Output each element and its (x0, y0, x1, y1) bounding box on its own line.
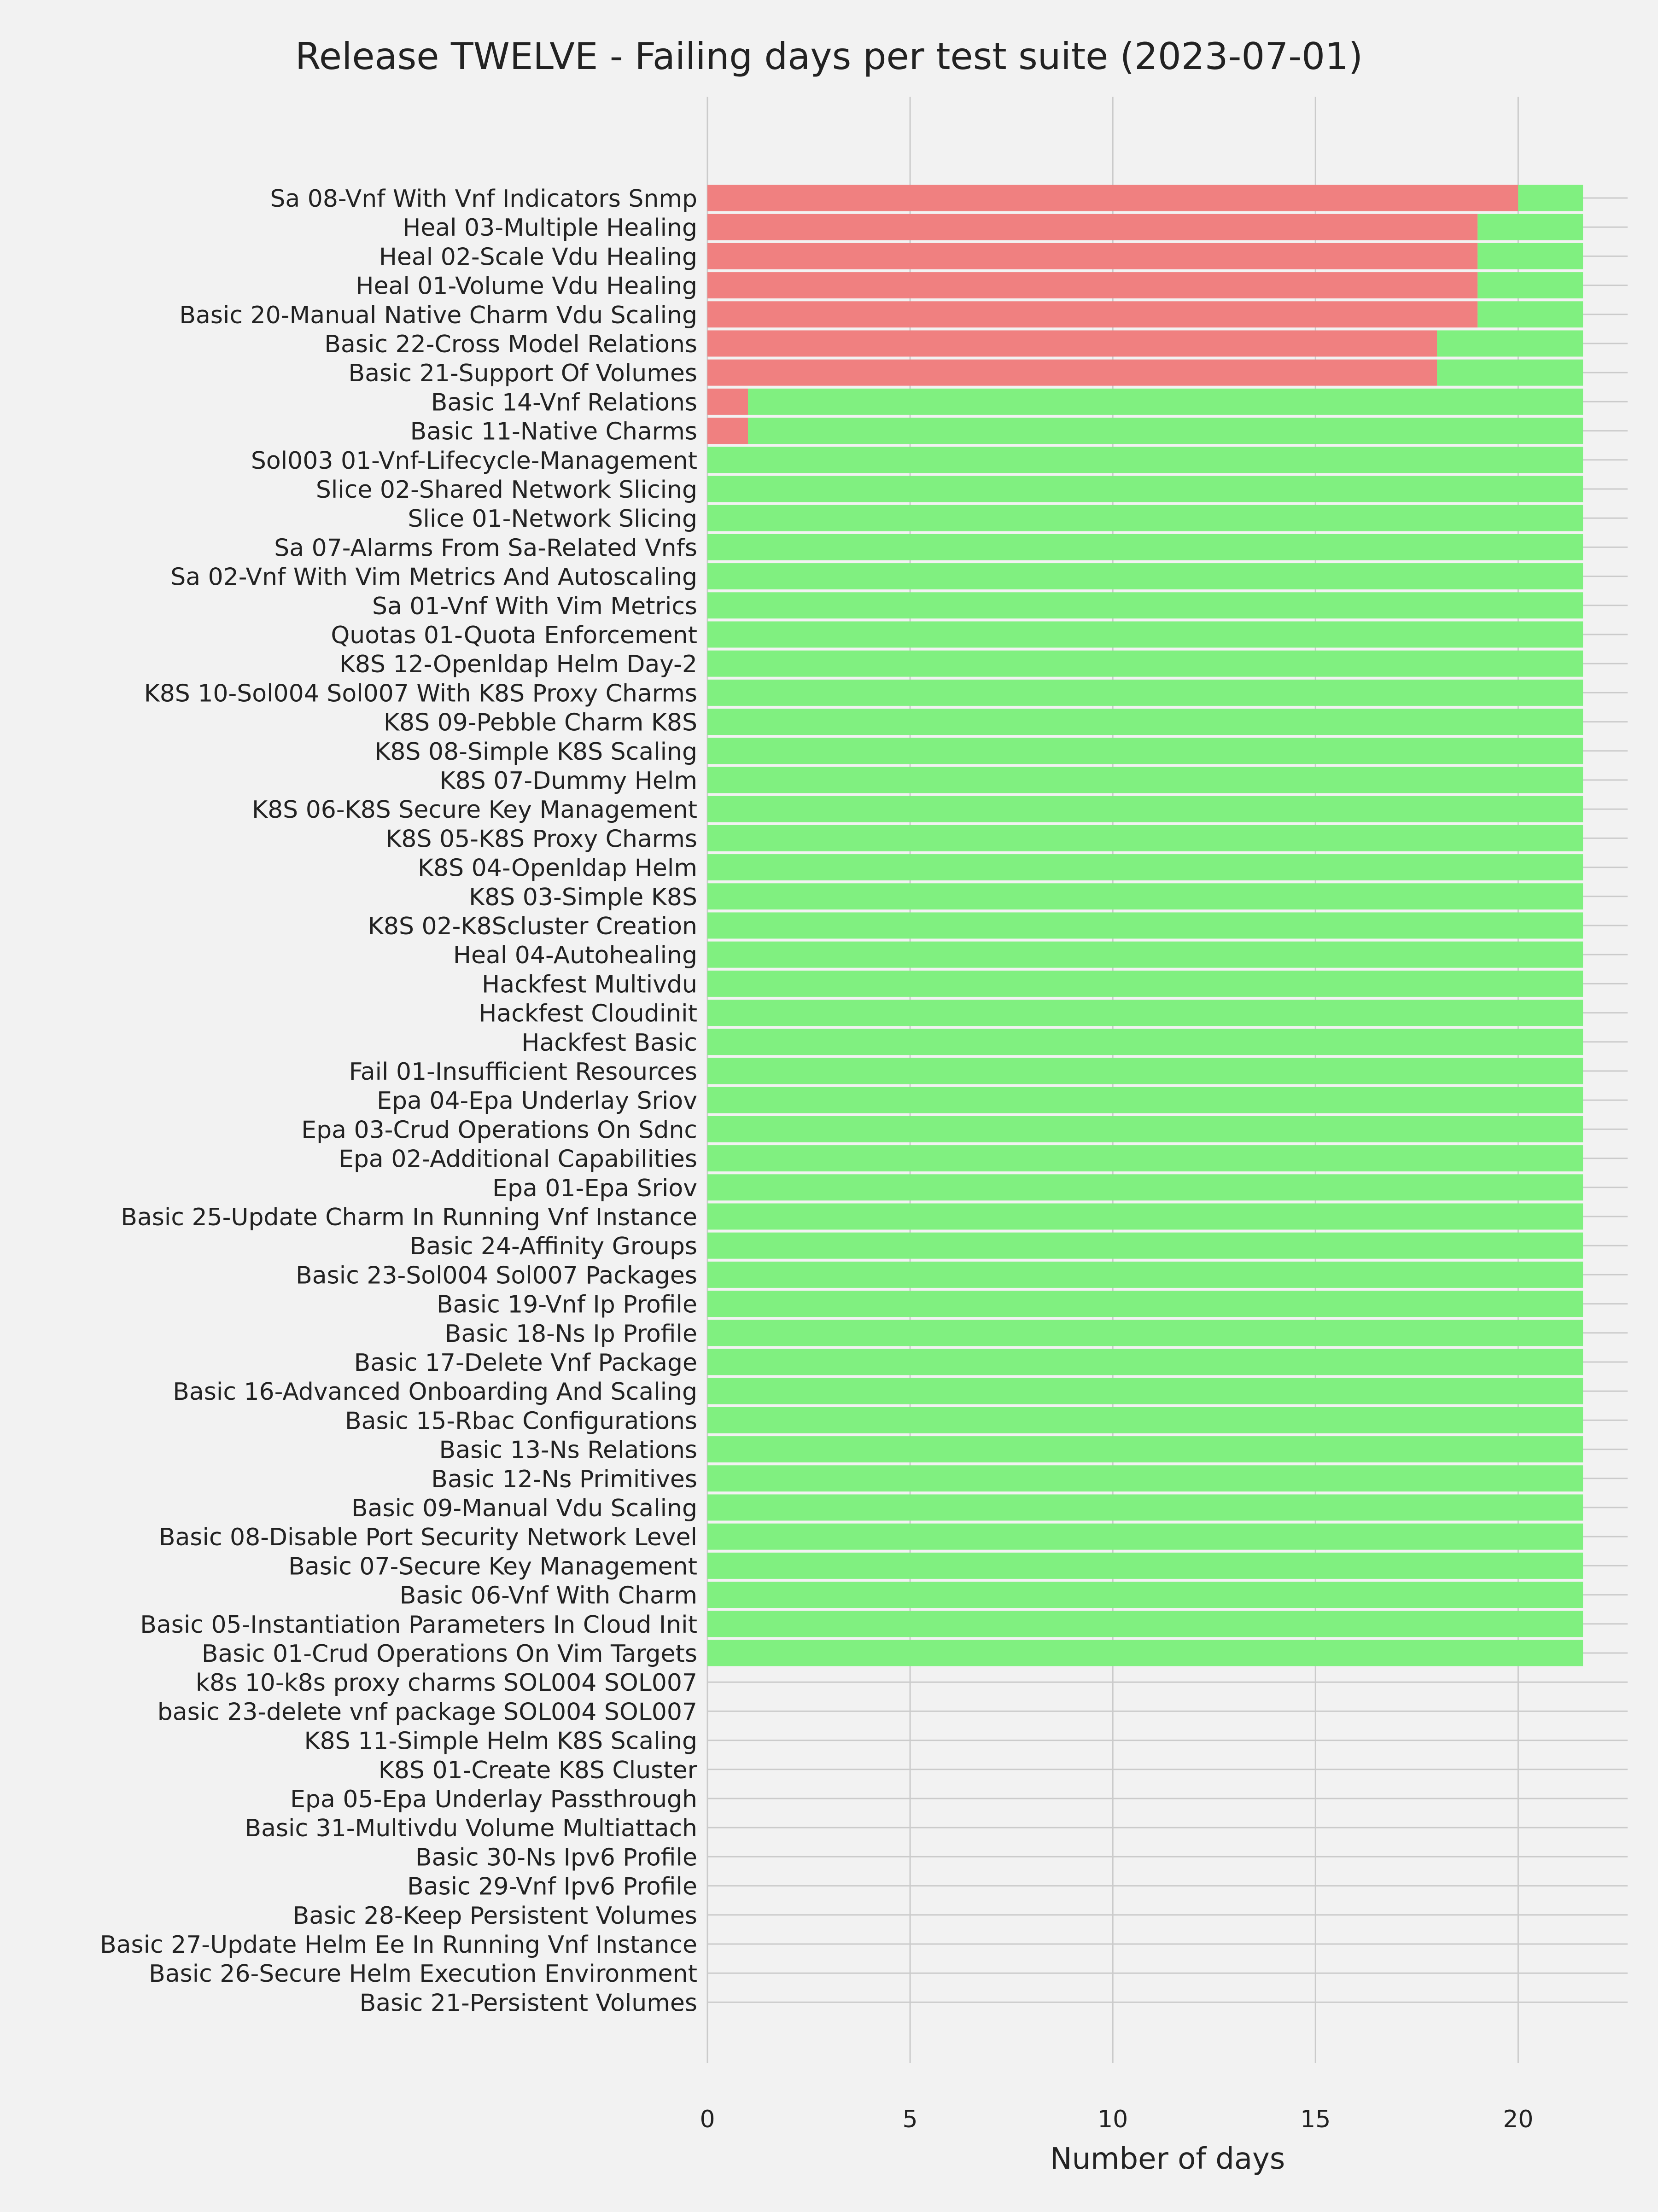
y-tick-label: K8S 01-Create K8S Cluster (378, 1756, 697, 1784)
bar-passing (1518, 185, 1583, 211)
y-tick-label: Basic 11-Native Charms (410, 418, 697, 446)
x-tick-label-20: 20 (1503, 2106, 1534, 2133)
bar-passing (707, 1087, 1583, 1113)
y-tick-label: Slice 02-Shared Network Slicing (315, 476, 697, 504)
y-tick-label: Basic 21-Support Of Volumes (348, 360, 697, 388)
y-tick-label: Basic 12-Ns Primitives (431, 1465, 697, 1493)
y-tick-label: Basic 31-Multivdu Volume Multiattach (245, 1815, 697, 1843)
bar-passing (707, 1204, 1583, 1230)
y-tick-label: Quotas 01-Quota Enforcement (331, 622, 697, 649)
y-tick-label: Basic 16-Advanced Onboarding And Scaling (173, 1378, 697, 1406)
y-tick-label: Epa 01-Epa Sriov (492, 1174, 697, 1202)
bar-passing (707, 476, 1583, 502)
bar-passing (707, 1640, 1583, 1666)
x-tick-label-10: 10 (1098, 2106, 1128, 2133)
y-tick-label: Slice 01-Network Slicing (408, 505, 697, 533)
bar-passing (707, 913, 1583, 939)
bar-passing (707, 447, 1583, 473)
bar-passing (707, 1174, 1583, 1200)
y-tick-label: Heal 04-Autohealing (453, 942, 697, 970)
bar-layer (707, 185, 1583, 1666)
y-tick-label: Basic 05-Instantiation Parameters In Cloud Init (140, 1611, 697, 1639)
bar-passing (707, 1524, 1583, 1550)
bar-passing (707, 592, 1583, 618)
bar-passing (707, 1436, 1583, 1462)
y-tick-label: Basic 21-Persistent Volumes (359, 1989, 697, 2017)
y-tick-label: Heal 03-Multiple Healing (403, 214, 697, 242)
bar-passing (707, 1611, 1583, 1637)
bar-passing (707, 1582, 1583, 1608)
bar-failing (707, 301, 1477, 327)
bar-passing (707, 1291, 1583, 1317)
y-tick-label: Basic 17-Delete Vnf Package (354, 1349, 697, 1377)
bar-passing (707, 1378, 1583, 1404)
y-tick-label: Basic 14-Vnf Relations (431, 389, 697, 417)
y-tick-label: basic 23-delete vnf package SOL004 SOL007 (157, 1698, 697, 1726)
bar-passing (707, 505, 1583, 531)
y-tick-label: Sa 07-Alarms From Sa-Related Vnfs (274, 534, 697, 562)
y-tick-label: K8S 02-K8Scluster Creation (368, 913, 697, 940)
x-axis-label: Number of days (1050, 2142, 1285, 2176)
bar-passing (707, 1495, 1583, 1521)
y-tick-label: Basic 22-Cross Model Relations (324, 331, 697, 358)
bar-failing (707, 418, 748, 444)
bar-passing (1477, 214, 1583, 240)
y-tick-label: Basic 07-Secure Key Management (288, 1553, 697, 1581)
bar-passing (707, 709, 1583, 735)
y-tick-label: K8S 04-Openldap Helm (417, 854, 697, 882)
y-tick-label: Basic 01-Crud Operations On Vim Targets (201, 1640, 697, 1668)
bar-passing (707, 1320, 1583, 1346)
y-tick-label: Basic 25-Update Charm In Running Vnf Instance (121, 1204, 697, 1231)
y-tick-label: Basic 27-Update Helm Ee In Running Vnf Instance (99, 1931, 697, 1959)
y-tick-label: Basic 08-Disable Port Security Network Level (158, 1524, 697, 1552)
y-tick-label: Basic 06-Vnf With Charm (399, 1582, 697, 1610)
bar-passing (707, 1349, 1583, 1375)
bar-passing (707, 622, 1583, 648)
bar-failing (707, 214, 1477, 240)
bar-passing (707, 563, 1583, 589)
y-tick-label: Heal 02-Scale Vdu Healing (379, 243, 697, 271)
bar-passing (1437, 331, 1583, 357)
bar-passing (707, 1233, 1583, 1259)
bar-passing (707, 883, 1583, 909)
y-tick-label: Epa 05-Epa Underlay Passthrough (290, 1786, 697, 1813)
bar-passing (707, 854, 1583, 880)
bar-passing (707, 738, 1583, 764)
bar-passing (1437, 360, 1583, 386)
bar-passing (707, 1029, 1583, 1055)
bar-passing (707, 1000, 1583, 1026)
bar-failing (707, 360, 1437, 386)
bar-passing (707, 651, 1583, 677)
y-tick-label: k8s 10-k8s proxy charms SOL004 SOL007 (195, 1669, 697, 1697)
y-tick-label: Sa 01-Vnf With Vim Metrics (372, 592, 697, 620)
y-tick-label: Basic 20-Manual Native Charm Vdu Scaling (179, 301, 697, 329)
bar-passing (707, 1465, 1583, 1491)
y-tick-label: Fail 01-Insufficient Resources (349, 1058, 697, 1086)
y-tick-label: Basic 29-Vnf Ipv6 Profile (407, 1873, 697, 1901)
y-tick-label: Sol003 01-Vnf-Lifecycle-Management (251, 447, 697, 475)
bar-passing (707, 1407, 1583, 1433)
y-tick-label: Hackfest Cloudinit (479, 1000, 697, 1028)
bar-failing (707, 185, 1518, 211)
y-tick-label: K8S 08-Simple K8S Scaling (374, 738, 697, 766)
bar-passing (1477, 272, 1583, 298)
y-tick-label: Hackfest Basic (521, 1029, 697, 1057)
y-tick-label: K8S 03-Simple K8S (469, 883, 697, 911)
y-tick-label: K8S 11-Simple Helm K8S Scaling (304, 1727, 697, 1755)
y-tick-label: Basic 19-Vnf Ip Profile (436, 1291, 697, 1319)
bar-passing (707, 1058, 1583, 1084)
bar-passing (707, 1145, 1583, 1171)
y-tick-label: Basic 13-Ns Relations (439, 1436, 697, 1464)
bar-passing (707, 1116, 1583, 1142)
y-tick-label: Basic 23-Sol004 Sol007 Packages (296, 1262, 697, 1290)
y-tick-label: Basic 24-Affinity Groups (409, 1233, 697, 1261)
bar-passing (707, 767, 1583, 793)
chart-title: Release TWELVE - Failing days per test suite (2023-07-01) (295, 35, 1363, 78)
bar-passing (707, 796, 1583, 822)
bar-failing (707, 389, 748, 415)
bar-passing (707, 825, 1583, 851)
y-tick-label: K8S 07-Dummy Helm (439, 767, 697, 795)
bar-passing (1477, 243, 1583, 269)
y-tick-label: Epa 03-Crud Operations On Sdnc (301, 1116, 697, 1144)
y-tick-label: Basic 15-Rbac Configurations (345, 1407, 697, 1435)
y-tick-label: Epa 04-Epa Underlay Sriov (377, 1087, 697, 1115)
bar-passing (707, 1262, 1583, 1288)
bar-passing (707, 942, 1583, 968)
y-tick-label: K8S 05-K8S Proxy Charms (385, 825, 697, 853)
y-tick-label: Heal 01-Volume Vdu Healing (356, 272, 697, 300)
bar-passing (748, 418, 1583, 444)
y-tick-label: Basic 09-Manual Vdu Scaling (351, 1495, 697, 1522)
bar-passing (707, 1553, 1583, 1579)
bar-passing (748, 389, 1583, 415)
y-tick-label: Basic 28-Keep Persistent Volumes (292, 1902, 697, 1930)
y-tick-label: K8S 12-Openldap Helm Day-2 (339, 651, 697, 679)
y-tick-label: Basic 18-Ns Ip Profile (444, 1320, 697, 1348)
bar-passing (707, 534, 1583, 560)
x-tick-label-15: 15 (1300, 2106, 1331, 2133)
y-tick-label: Basic 30-Ns Ipv6 Profile (415, 1844, 697, 1872)
x-tick-label-5: 5 (902, 2106, 918, 2133)
y-tick-label: K8S 06-K8S Secure Key Management (251, 796, 697, 824)
bar-passing (1477, 301, 1583, 327)
y-tick-label: Epa 02-Additional Capabilities (339, 1145, 697, 1173)
bar-passing (707, 680, 1583, 706)
y-tick-label: Hackfest Multivdu (482, 971, 697, 999)
bar-passing (707, 971, 1583, 997)
y-tick-label: K8S 10-Sol004 Sol007 With K8S Proxy Charms (144, 680, 697, 708)
y-tick-label: Basic 26-Secure Helm Execution Environment (149, 1960, 697, 1988)
y-tick-label: K8S 09-Pebble Charm K8S (383, 709, 697, 737)
y-tick-label: Sa 08-Vnf With Vnf Indicators Snmp (270, 185, 697, 213)
bar-failing (707, 272, 1477, 298)
x-tick-label-0: 0 (700, 2106, 715, 2133)
y-tick-label: Sa 02-Vnf With Vim Metrics And Autoscaling (170, 563, 697, 591)
bar-failing (707, 331, 1437, 357)
bar-failing (707, 243, 1477, 269)
